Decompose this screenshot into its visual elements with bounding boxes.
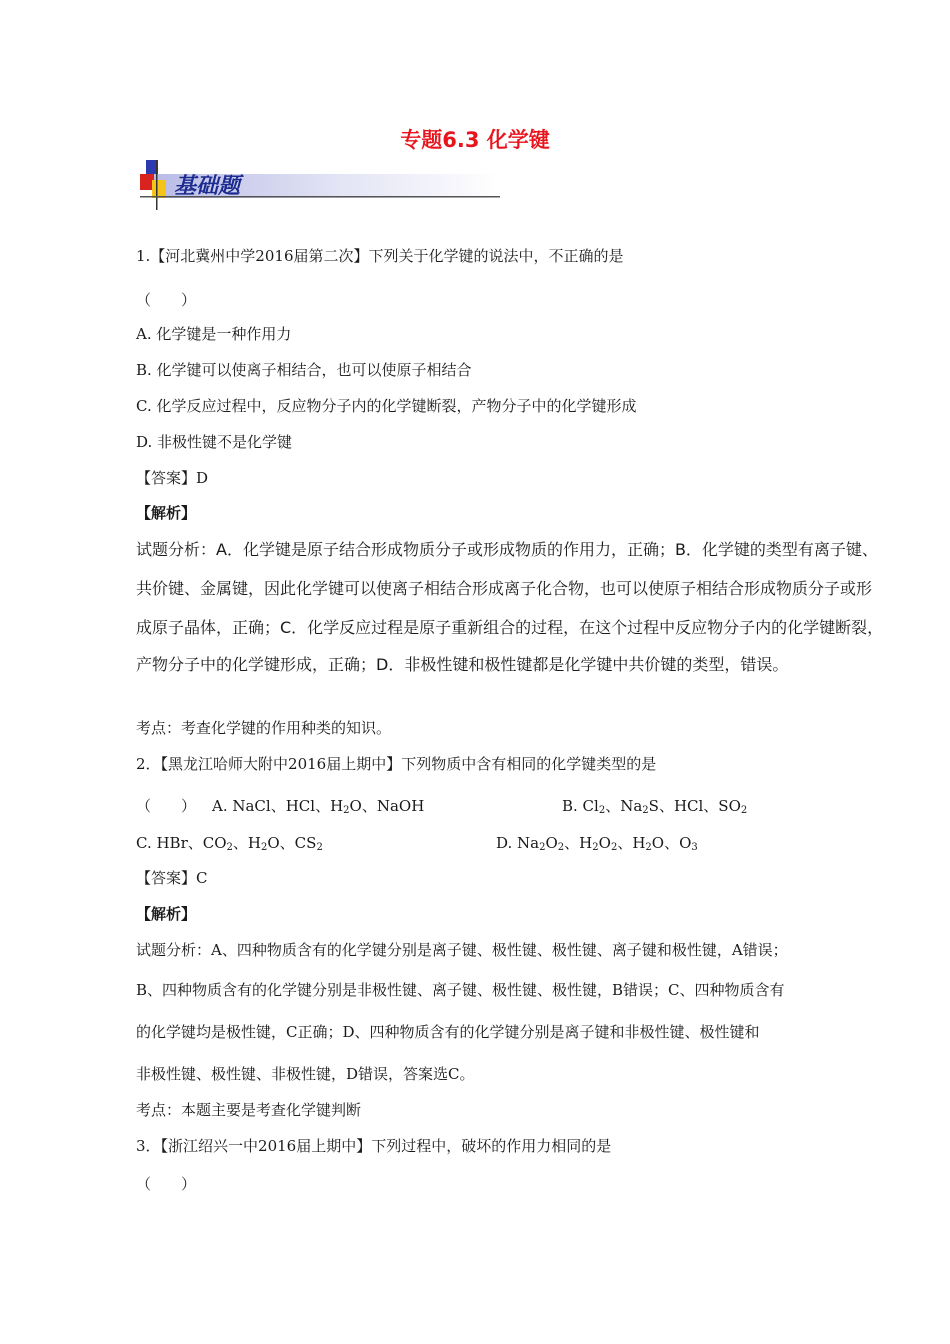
q2-kaodian: 考点：本题主要是考查化学键判断 bbox=[136, 1101, 362, 1119]
q1-option-b: B. 化学键可以使离子相结合，也可以使原子相结合 bbox=[136, 361, 472, 379]
banner-vline bbox=[156, 160, 158, 210]
q2-option-c: C. HBr、$CO_2$、$H_2O$、$CS_2$ bbox=[136, 834, 323, 853]
q2-analysis-line-4: 非极性键、极性键、非极性键，D错误，答案选C。 bbox=[136, 1065, 475, 1083]
q1-analysis-line-2: 共价键、金属键，因此化学键可以使离子相结合形成离子化合物，也可以使原子相结合形成物质分子或形 bbox=[136, 579, 873, 598]
q2-option-a: A. NaCl、HCl、$H_2O$、NaOH bbox=[212, 797, 425, 816]
section-banner bbox=[140, 160, 500, 210]
q2-option-b: B. $Cl_2$、$Na_2S$、HCl、$SO_2$ bbox=[562, 797, 748, 816]
q1-option-d: D. 非极性键不是化学键 bbox=[136, 433, 293, 451]
page-title: 专题6.3 化学键 bbox=[400, 128, 550, 152]
q1-answer: 【答案】D bbox=[136, 469, 209, 487]
q1-analysis-line-4: 产物分子中的化学键形成，正确；D．非极性键和极性键都是化学键中共价键的类型，错误。 bbox=[136, 655, 789, 674]
q2-analysis-line-2: B、四种物质含有的化学键分别是非极性键、离子键、极性键、极性键，B错误；C、四种物质含有 bbox=[136, 981, 785, 999]
q2-analysis-heading: 【解析】 bbox=[136, 905, 197, 923]
banner-yellow-square bbox=[152, 180, 166, 198]
q2-blank: （ ） bbox=[136, 797, 197, 815]
q1-analysis-heading: 【解析】 bbox=[136, 504, 197, 522]
banner-label: 基础题 bbox=[174, 173, 241, 199]
q2-option-d: D. $Na_2O_2$、$H_2O_2$、$H_2O$、$O_3$ bbox=[496, 834, 698, 853]
q1-analysis-line-1: 试题分析：A．化学键是原子结合形成物质分子或形成物质的作用力，正确；B．化学键的类型有离子键、 bbox=[136, 540, 878, 559]
q2-analysis-line-1: 试题分析：A、四种物质含有的化学键分别是离子键、极性键、极性键、离子键和极性键，A错误； bbox=[136, 941, 788, 959]
q3-blank: （ ） bbox=[136, 1175, 197, 1193]
q1-option-c: C. 化学反应过程中，反应物分子内的化学键断裂，产物分子中的化学键形成 bbox=[136, 397, 637, 415]
q1-kaodian: 考点：考查化学键的作用种类的知识。 bbox=[136, 719, 392, 737]
q1-option-a: A. 化学键是一种作用力 bbox=[136, 325, 292, 343]
banner-red-square bbox=[140, 174, 154, 190]
q2-stem: 2．【黑龙江哈师大附中2016届上期中】下列物质中含有相同的化学键类型的是 bbox=[136, 755, 657, 773]
q1-stem: 1.【河北冀州中学2016届第二次】下列关于化学键的说法中，不正确的是 bbox=[136, 247, 624, 265]
q2-answer: 【答案】C bbox=[136, 869, 208, 887]
q1-analysis-line-3: 成原子晶体，正确；C．化学反应过程是原子重新组合的过程，在这个过程中反应物分子内的化学键断裂， bbox=[136, 618, 884, 637]
q2-analysis-line-3: 的化学键均是极性键，C正确；D、四种物质含有的化学键分别是离子键和非极性键、极性键和 bbox=[136, 1023, 760, 1041]
q1-blank: （ ） bbox=[136, 291, 197, 309]
q3-stem: 3．【浙江绍兴一中2016届上期中】下列过程中，破坏的作用力相同的是 bbox=[136, 1137, 612, 1155]
